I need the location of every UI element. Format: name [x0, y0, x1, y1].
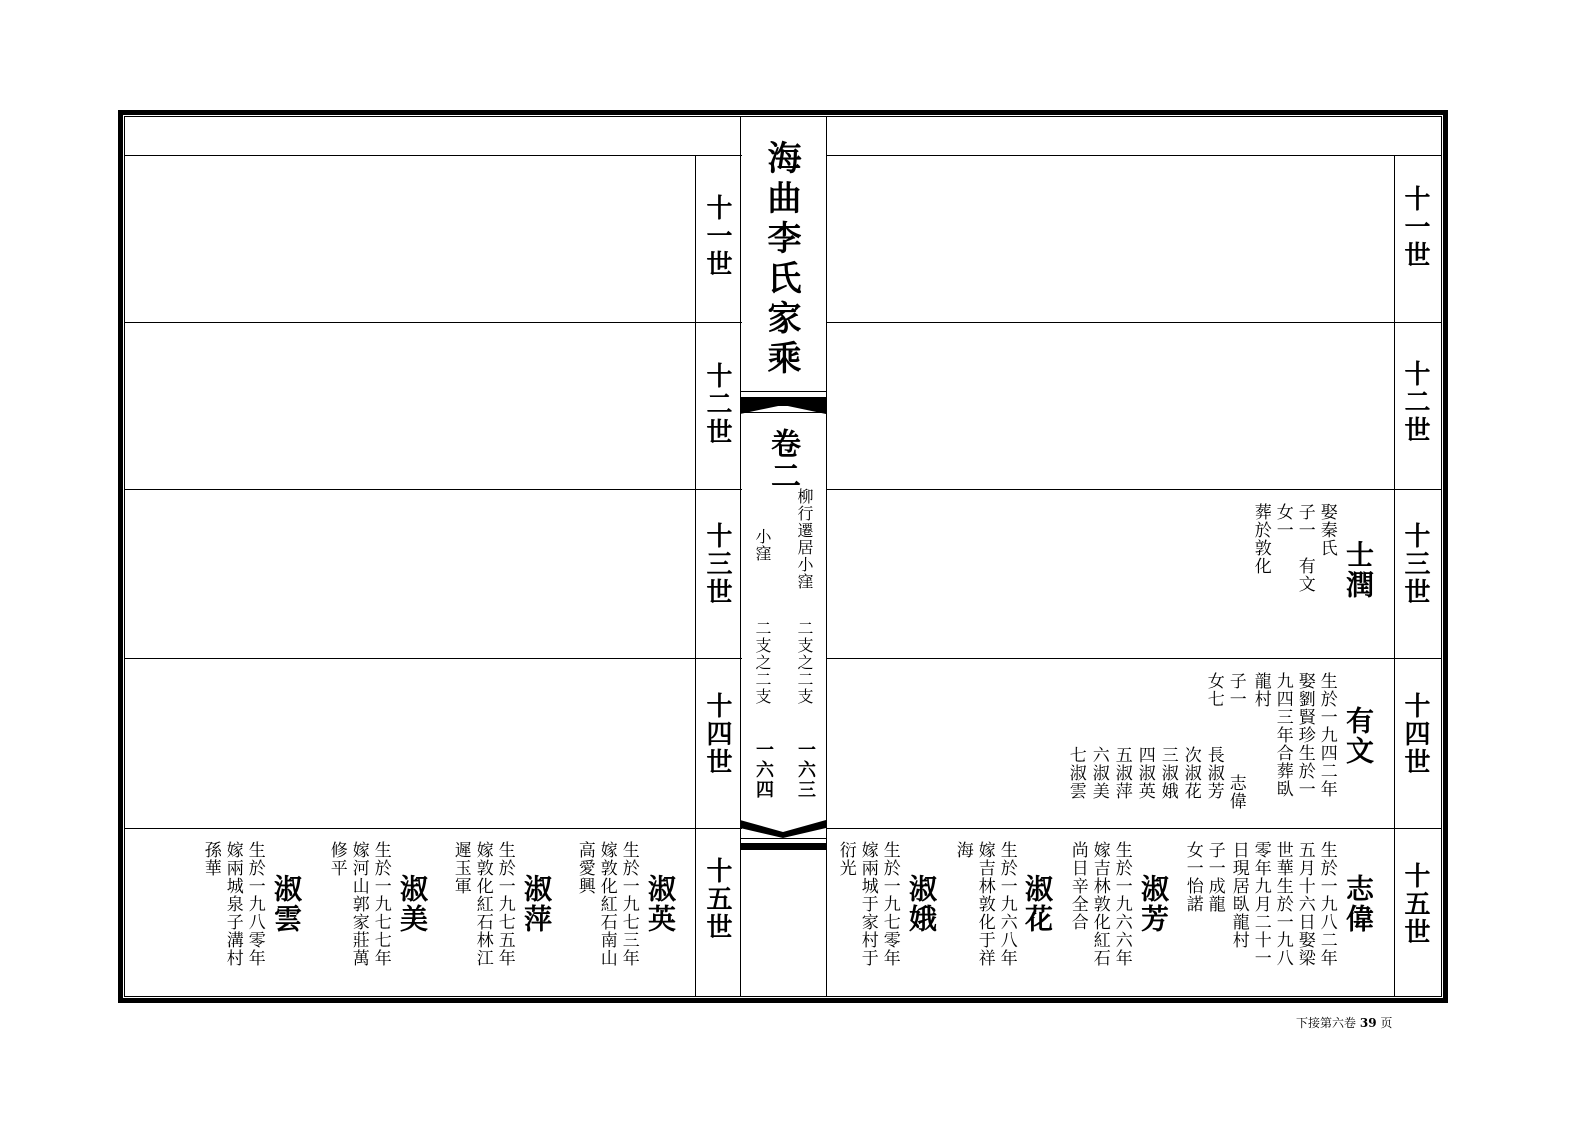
person-name-shuying: 淑英	[644, 874, 677, 934]
person-name-youwen: 有文	[1342, 706, 1375, 766]
continuation-page: 39	[1359, 1016, 1377, 1030]
detail-line: 生於一九七七年	[370, 841, 391, 967]
detail-line: 龍村	[1250, 672, 1271, 708]
detail-line: 女七	[1203, 672, 1224, 708]
detail-line: 五月十六日娶梁	[1294, 841, 1315, 967]
daughter-entry: 長淑芳	[1203, 746, 1224, 800]
gen-label-12-left: 十二世	[702, 362, 732, 446]
detail-line: 衍光	[835, 841, 856, 877]
detail-line: 生於一九八二年	[1316, 841, 1337, 967]
detail-line: 世華生於一九八	[1272, 841, 1293, 967]
daughter-entry: 次淑花	[1180, 746, 1201, 800]
detail-line: 生於一九六八年	[996, 841, 1017, 967]
detail-line: 嫁敦化紅石南山	[596, 841, 617, 967]
page-number-left: 一六四	[753, 740, 774, 800]
detail-line: 生於一九七三年	[618, 841, 639, 967]
daughter-entry: 五淑萍	[1111, 746, 1132, 800]
detail-line: 子一成龍	[1204, 841, 1225, 913]
detail-line: 嫁兩城泉子溝村	[222, 841, 243, 967]
daughter-entry: 六淑美	[1088, 746, 1109, 800]
branch-left: 小窪	[753, 528, 772, 562]
detail-line: 九四三年合葬臥	[1272, 672, 1293, 798]
continuation-unit: 页	[1380, 1016, 1393, 1030]
person-name-shuping: 淑萍	[520, 874, 553, 934]
spine-band-bottom	[741, 843, 826, 850]
volume-label: 卷二	[765, 428, 800, 492]
gen-label-12-right: 十二世	[1400, 360, 1430, 444]
gen-label-13-right: 十三世	[1400, 522, 1430, 606]
page-number-right: 一六三	[795, 740, 816, 800]
sub-branch-left: 二支之二支	[753, 620, 772, 705]
detail-line: 孫華	[200, 841, 221, 877]
daughter-entry: 四淑英	[1134, 746, 1155, 800]
continuation-text: 下接第六卷	[1296, 1016, 1357, 1030]
branch-right: 柳行遷居小窪	[795, 488, 814, 590]
gen-label-15-left: 十五世	[702, 857, 732, 941]
detail-line: 海	[952, 841, 973, 859]
person-name-shufang: 淑芳	[1137, 874, 1170, 934]
person-name-shumei: 淑美	[396, 874, 429, 934]
detail-line: 嫁吉林敦化紅石	[1089, 841, 1110, 967]
son-name: 志偉	[1225, 774, 1246, 810]
detail-line: 子一	[1225, 672, 1246, 708]
detail-line: 娶秦氏	[1316, 503, 1337, 557]
person-name-shirun: 士潤	[1342, 540, 1375, 600]
detail-line: 娶劉賢珍生於一	[1294, 672, 1315, 798]
detail-line: 嫁吉林敦化于祥	[974, 841, 995, 967]
detail-line: 生於一九七五年	[494, 841, 515, 967]
continuation-note	[1296, 1014, 1392, 1031]
detail-line: 嫁敦化紅石林江	[472, 841, 493, 967]
daughter-entry: 七淑雲	[1065, 746, 1086, 800]
detail-line: 日現居臥龍村	[1228, 841, 1249, 949]
gen-label-14-right: 十四世	[1400, 692, 1430, 776]
detail-line: 零年九月二十一	[1250, 841, 1271, 967]
person-name-shuyun: 淑雲	[270, 874, 303, 934]
daughter-entry: 三淑娥	[1157, 746, 1178, 800]
detail-line: 葬於敦化	[1250, 503, 1271, 575]
gen-label-11-left: 十一世	[702, 194, 732, 278]
detail-line: 尚日辛全合	[1067, 841, 1088, 931]
detail-line: 修平	[326, 841, 347, 877]
detail-line: 高愛興	[574, 841, 595, 895]
person-name-zhiwei: 志偉	[1342, 874, 1375, 934]
detail-line: 女一怡諾	[1182, 841, 1203, 913]
book-title: 海曲李氏家乘	[761, 140, 801, 380]
person-name-shue: 淑娥	[905, 874, 938, 934]
detail-line: 生於一九八零年	[244, 841, 265, 967]
detail-line: 遲玉軍	[450, 841, 471, 895]
detail-line: 子一 有文	[1294, 503, 1315, 593]
gen-label-14-left: 十四世	[702, 692, 732, 776]
gen-label-15-right: 十五世	[1400, 862, 1430, 946]
detail-line: 生於一九四二年	[1316, 672, 1337, 798]
person-name-shuhua: 淑花	[1021, 874, 1054, 934]
sub-branch-right: 二支之二支	[795, 620, 814, 705]
detail-line: 嫁河山郭家莊萬	[348, 841, 369, 967]
gen-label-11-right: 十一世	[1400, 185, 1430, 269]
gen-label-13-left: 十三世	[702, 522, 732, 606]
detail-line: 嫁兩城于家村于	[857, 841, 878, 967]
detail-line: 女一	[1272, 503, 1293, 539]
detail-line: 生於一九七零年	[879, 841, 900, 967]
detail-line: 生於一九六六年	[1111, 841, 1132, 967]
